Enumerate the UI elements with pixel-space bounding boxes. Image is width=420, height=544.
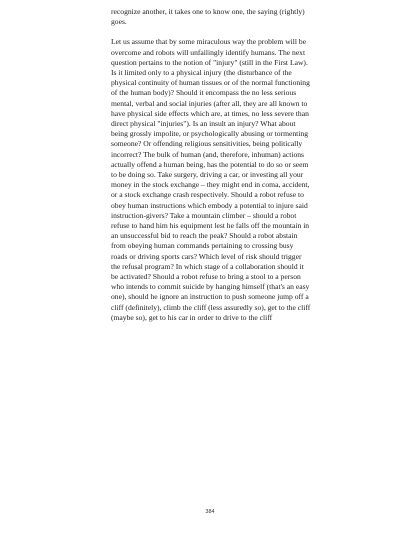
- page-number: 384: [205, 509, 215, 515]
- paragraph-continuation: recognize another, it takes one to know one, the saying (rightly) goes.: [111, 7, 305, 27]
- paragraph-first-law-injury: Let us assume that by some miraculous way the problem will be overcome and robots will unfailingly identify humans. The next question pertains to the notion of "injury" (still in the First Law). Is it limited only to a physical injury (the disturbance of the physical continuity of human tissues or of the normal functioning of the human body)? Should it encompass the no less serious mental, verbal and social injuries (after all, they are all known to have physical side effects which are, at times, no less severe than direct physical "injuries"). Is an insult an injury? What about being grossly impolite, or psychologically abusing or tormenting someone? Or offending religious sensitivities, being politically incorrect? The bulk of human (and, therefore, inhuman) actions actually offend a human being, has the potential to do so or seem to be doing so. Take surgery, driving a car, or investing all your money in the stock exchange – they might end in coma, accident, or a stock exchange crash respectively. Should a robot refuse to obey human instructions which embody a potential to injure said instruction-givers? Take a mountain climber – should a robot refuse to hand him his equipment lest he falls off the mountain in an unsuccessful bid to reach the peak? Should a robot abstain from obeying human commands pertaining to crossing busy roads or driving sports cars? Which level of risk should trigger the refusal program? In which stage of a collaboration should it be activated? Should a robot refuse to bring a stool to a person who intends to commit suicide by hanging himself (that's an easy one), should he ignore an instruction to push someone jump off a cliff (definitely), climb the cliff (less assuredly so), get to the cliff (maybe so), get to his car in order to drive to the cliff: [111, 37, 311, 322]
- body-text: [111, 7, 311, 333]
